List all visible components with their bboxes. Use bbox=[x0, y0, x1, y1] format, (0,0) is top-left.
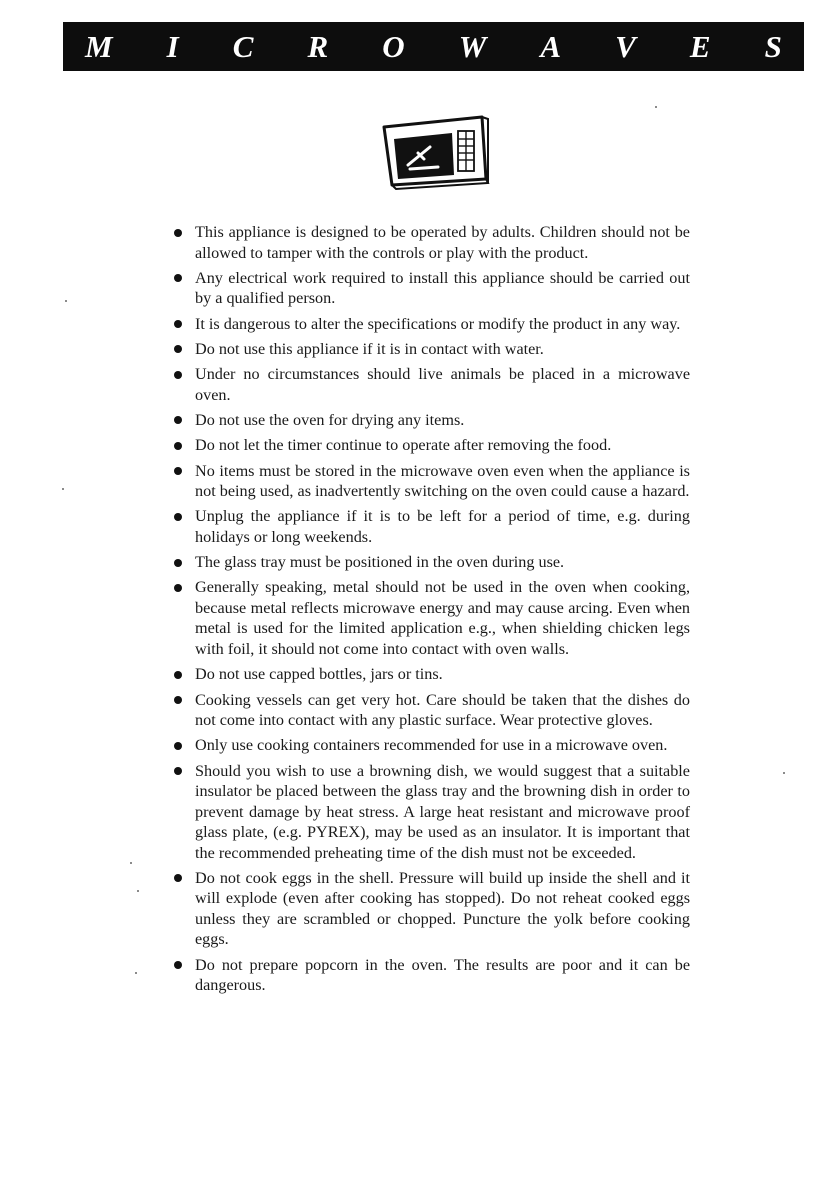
safety-note-text: Only use cooking containers recommended for use in a microwave oven. bbox=[195, 736, 668, 755]
safety-note-text: Generally speaking, metal should not be used in the oven when cooking, because metal reflects microwave energy and may cause arcing. Even when metal is used for the limited application e.g., when shielding chicken legs with foil, it should not come into contact with oven walls. bbox=[195, 578, 690, 658]
safety-notes-list bbox=[172, 222, 690, 1001]
safety-note-text: Do not use capped bottles, jars or tins. bbox=[195, 665, 443, 684]
safety-note-text: The glass tray must be positioned in the oven during use. bbox=[195, 553, 565, 572]
safety-note-text: Should you wish to use a browning dish, we would suggest that a suitable insulator be placed between the glass tray and the browning dish in order to prevent damage by heat stress. A large heat resistant and microwave proof glass plate, (e.g. PYREX), may be used as an insulator. It is important that the recommended preheating time of the dish must not be exceeded. bbox=[195, 761, 690, 862]
safety-note bbox=[172, 955, 690, 996]
title-letter-r: R bbox=[307, 29, 329, 64]
safety-note-text: Do not use this appliance if it is in contact with water. bbox=[195, 339, 544, 358]
safety-note-text: Under no circumstances should live animals be placed in a microwave oven. bbox=[195, 365, 690, 404]
bullet-icon bbox=[174, 767, 182, 775]
safety-note-text: Cooking vessels can get very hot. Care should be taken that the dishes do not come into contact with any plastic surface. Wear protective gloves. bbox=[195, 690, 690, 730]
bullet-icon bbox=[174, 671, 182, 679]
scan-speck bbox=[130, 862, 132, 864]
scan-speck bbox=[783, 772, 785, 774]
bullet-icon bbox=[174, 559, 182, 567]
safety-note-text: This appliance is designed to be operated by adults. Children should not be allowed to tamper with the controls or play with the product. bbox=[195, 223, 690, 262]
title-banner bbox=[63, 22, 804, 71]
safety-note bbox=[172, 314, 690, 335]
title-letter-v: V bbox=[615, 29, 636, 64]
scan-speck bbox=[62, 488, 64, 490]
bullet-icon bbox=[174, 696, 182, 704]
title-letter-i: I bbox=[166, 29, 179, 64]
safety-note bbox=[172, 664, 690, 685]
title-letter-s: S bbox=[764, 29, 782, 64]
title-letter-c: C bbox=[232, 29, 254, 64]
title-letter-o: O bbox=[382, 29, 405, 64]
safety-note-text: Do not cook eggs in the shell. Pressure will build up inside the shell and it will explode (even after cooking has stopped). Do not reheat cooked eggs unless they are scrambled or chopped. Puncture the yolk before cooking eggs. bbox=[195, 868, 690, 949]
title-letter-m: M bbox=[85, 29, 113, 64]
bullet-icon bbox=[174, 742, 182, 750]
safety-note bbox=[172, 339, 690, 360]
title-letter-w: W bbox=[458, 29, 487, 64]
safety-note bbox=[172, 868, 690, 950]
safety-note bbox=[172, 552, 690, 573]
bullet-icon bbox=[174, 229, 182, 237]
safety-note bbox=[172, 577, 690, 659]
bullet-icon bbox=[174, 320, 182, 328]
safety-note-text: Do not prepare popcorn in the oven. The results are poor and it can be dangerous. bbox=[195, 955, 690, 995]
safety-note bbox=[172, 364, 690, 405]
safety-note bbox=[172, 461, 690, 502]
bullet-icon bbox=[174, 442, 182, 450]
safety-note bbox=[172, 435, 690, 456]
bullet-icon bbox=[174, 274, 182, 282]
bullet-icon bbox=[174, 874, 182, 882]
safety-note-text: Any electrical work required to install this appliance should be carried out by a qualified person. bbox=[195, 268, 690, 308]
safety-note bbox=[172, 735, 690, 756]
safety-note-text: Do not let the timer continue to operate after removing the food. bbox=[195, 436, 612, 455]
bullet-icon bbox=[174, 584, 182, 592]
bullet-icon bbox=[174, 513, 182, 521]
safety-note bbox=[172, 410, 690, 431]
safety-note-text: Do not use the oven for drying any items. bbox=[195, 410, 465, 429]
bullet-icon bbox=[174, 416, 182, 424]
title-letter-e: E bbox=[689, 29, 711, 64]
bullet-icon bbox=[174, 345, 182, 353]
safety-note bbox=[172, 222, 690, 263]
safety-note-text: No items must be stored in the microwave oven even when the appliance is not being used, as inadvertently switching on the oven could cause a hazard. bbox=[195, 461, 690, 501]
safety-note bbox=[172, 506, 690, 547]
safety-note bbox=[172, 690, 690, 731]
safety-note-text: Unplug the appliance if it is to be left for a period of time, e.g. during holidays or long weekends. bbox=[195, 507, 690, 546]
safety-note bbox=[172, 268, 690, 309]
bullet-icon bbox=[174, 371, 182, 379]
microwave-icon bbox=[378, 113, 492, 193]
safety-note-text: It is dangerous to alter the specifications or modify the product in any way. bbox=[195, 314, 681, 333]
scan-speck bbox=[135, 972, 137, 974]
bullet-icon bbox=[174, 467, 182, 475]
scan-speck bbox=[65, 300, 67, 302]
bullet-icon bbox=[174, 961, 182, 969]
scan-speck bbox=[137, 890, 139, 892]
safety-note bbox=[172, 761, 690, 864]
scan-speck bbox=[655, 106, 657, 108]
title-letter-a: A bbox=[540, 29, 562, 64]
